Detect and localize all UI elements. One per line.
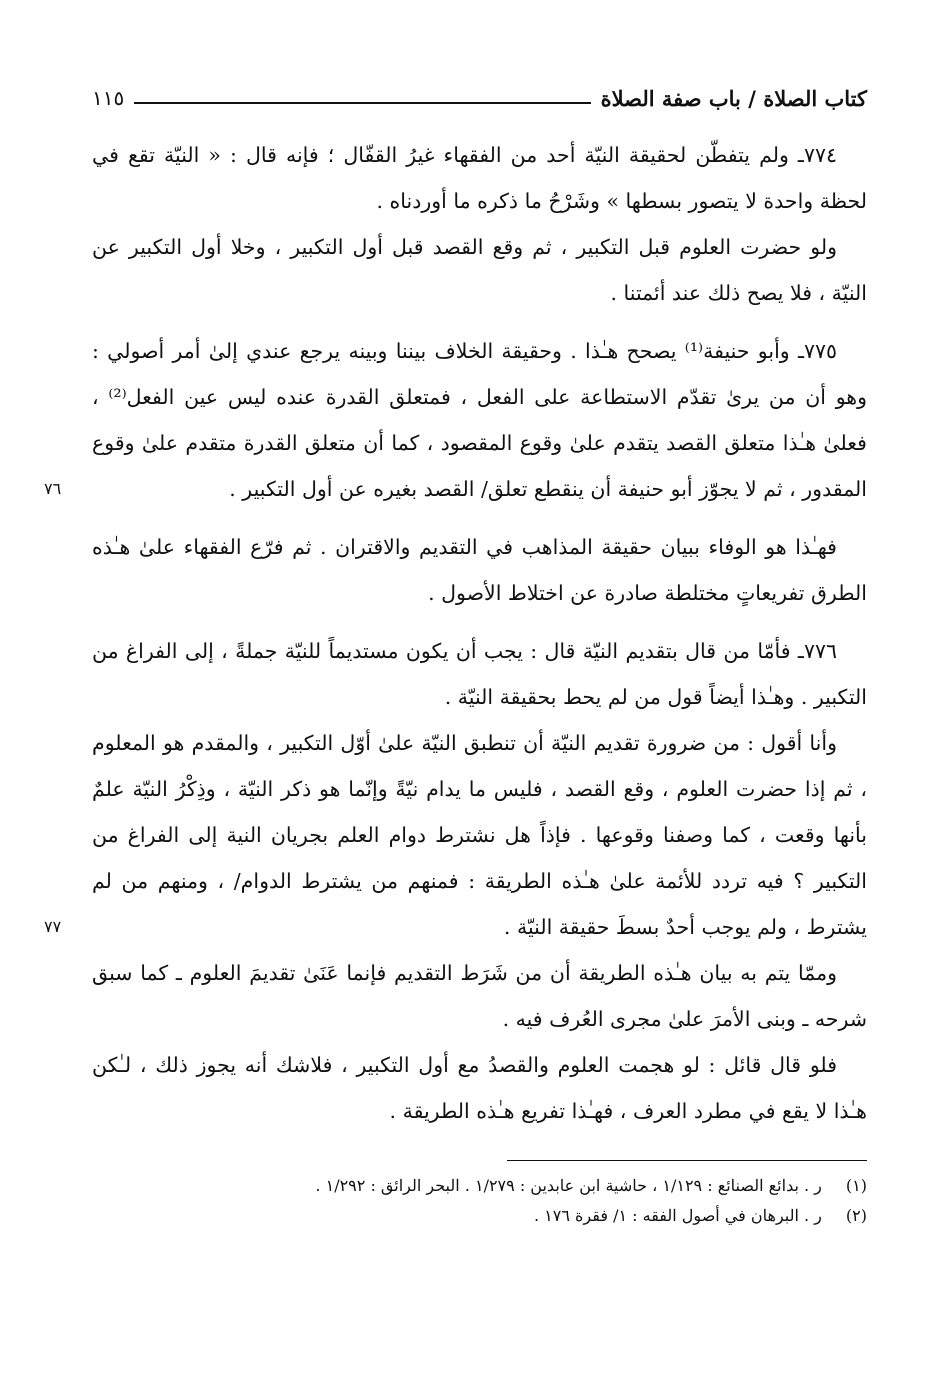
text-line: ولو حضرت العلوم قبل التكبير ، ثم وقع القصد قبل أول التكبير ، وخلا أول — [191, 235, 837, 259]
footnote-number: (١) — [845, 1176, 867, 1195]
text-line: الفعل⁽²⁾ ، فعلىٰ هـٰذا متعلق القصد يتقدم علىٰ وقوع المقصود ، كما أن متعلق القدرة — [92, 385, 867, 455]
margin-page-ref: ٧٦ — [44, 479, 62, 498]
text-line: سبق شرحه ـ وبنى الأمرَ علىٰ مجرى العُرف فيه . — [92, 961, 867, 1031]
main-text — [44, 132, 867, 1134]
header-title: كتاب الصلاة / باب صفة الصلاة — [600, 85, 867, 111]
text-line: وممّا يتم به بيان هـٰذه الطريقة أن من شَرَط التقديم فإنما عَنَىٰ تقديمَ العلوم ـ كما — [140, 961, 837, 985]
paragraph — [92, 1042, 867, 1134]
footnote-number: (٢) — [845, 1206, 867, 1225]
footnotes — [92, 1171, 867, 1231]
text-line: التكبير . — [229, 477, 296, 501]
text-line: فلو قال قائل : لو هجمت العلوم والقصدُ مع أول التكبير ، فلاشك أنه يجوز — [196, 1053, 837, 1077]
text-line: وأنا أقول : من ضرورة تقديم النيّة أن تنطبق النيّة علىٰ أوّل التكبير ، والمقدم هو — [162, 731, 837, 755]
text-line: متقدم علىٰ وقوع المقدور ، ثم لا يجوّز أبو حنيفة أن ينقطع تعلق/ القصد بغيره عن أول — [92, 431, 867, 501]
text-line: في لحظة واحدة لا يتصور بسطها » وشَرْحُ ما ذكره ما أوردناه . — [92, 143, 867, 213]
paragraph — [44, 720, 867, 950]
footnote-text: ر . بدائع الصنائع : ١/١٢٩ ، حاشية ابن عابدين : ١/٢٧٩ . البحر الرائق : ١/٢٩٢ . — [315, 1176, 822, 1195]
text-line: ٧٧٥ـ وأبو حنيفة⁽¹⁾ يصحح هـٰذا . وحقيقة الخلاف بيننا وبينه يرجع عندي إلىٰ أمر — [172, 339, 837, 363]
footnote-separator — [507, 1160, 867, 1161]
text-line: أصولي : وهو أن من يرىٰ تقدّم الاستطاعة على الفعل ، فمتعلق القدرة عنده ليس عين — [92, 339, 867, 409]
text-line: المعلوم ، ثم إذا حضرت العلوم ، وقع القصد ، فليس ما يدام نيّةً وإنّما هو ذكر النيّة ، — [92, 731, 867, 801]
paragraph-775 — [44, 328, 867, 512]
footnote — [92, 1201, 867, 1231]
text-line: ذلك ، لـٰكن هـٰذا لا يقع في مطرد العرف ، فهـٰذا تفريع هـٰذه الطريقة . — [92, 1053, 867, 1123]
text-line: ٧٧٤ـ ولم يتفطّن لحقيقة النيّة أحد من الفقهاء غيرُ القفّال ؛ فإنه قال : « النيّة تقع — [127, 143, 837, 167]
footnote-text: ر . البرهان في أصول الفقه : ١/ فقرة ١٧٦ . — [534, 1206, 822, 1225]
text-line: التكبير عن النيّة ، فلا يصح ذلك عند أئمتنا . — [92, 235, 867, 305]
text-line: النية إلى الفراغ من التكبير ؟ فيه تردد للأئمة علىٰ هـٰذه الطريقة : فمنهم من يشترط — [92, 823, 867, 893]
header-rule — [134, 102, 590, 104]
footnote — [92, 1171, 867, 1201]
margin-page-ref: ٧٧ — [44, 917, 62, 936]
text-line: فهـٰذا هو الوفاء ببيان حقيقة المذاهب في التقديم والاقتران . ثم فرّع الفقهاء علىٰ — [138, 535, 837, 559]
text-line: الدوام/ ، ومنهم من لم يشترط ، ولم يوجب أحدٌ بسطَ حقيقة النيّة . — [92, 869, 867, 939]
running-header — [92, 78, 867, 118]
paragraph-776 — [92, 628, 867, 720]
text-line: الفراغ من التكبير . وهـٰذا أيضاً قول من لم يحط بحقيقة النيّة . — [92, 639, 867, 709]
page-number: ١١٥ — [92, 86, 125, 110]
text-line: ٧٧٦ـ فأمّا من قال بتقديم النيّة قال : يجب أن يكون مستديماً للنيّة جملةً ، إلى — [184, 639, 837, 663]
paragraph — [92, 950, 867, 1042]
text-line: هـٰذه الطرق تفريعاتٍ مختلطة صادرة عن اختلاط الأصول . — [92, 535, 867, 605]
text-line: وذِكْرُ النيّة علمٌ بأنها وقعت ، كما وصفنا وقوعها . فإذاً هل نشترط دوام العلم بجريان — [92, 777, 867, 847]
paragraph-774 — [92, 132, 867, 224]
paragraph — [92, 224, 867, 316]
paragraph — [92, 524, 867, 616]
